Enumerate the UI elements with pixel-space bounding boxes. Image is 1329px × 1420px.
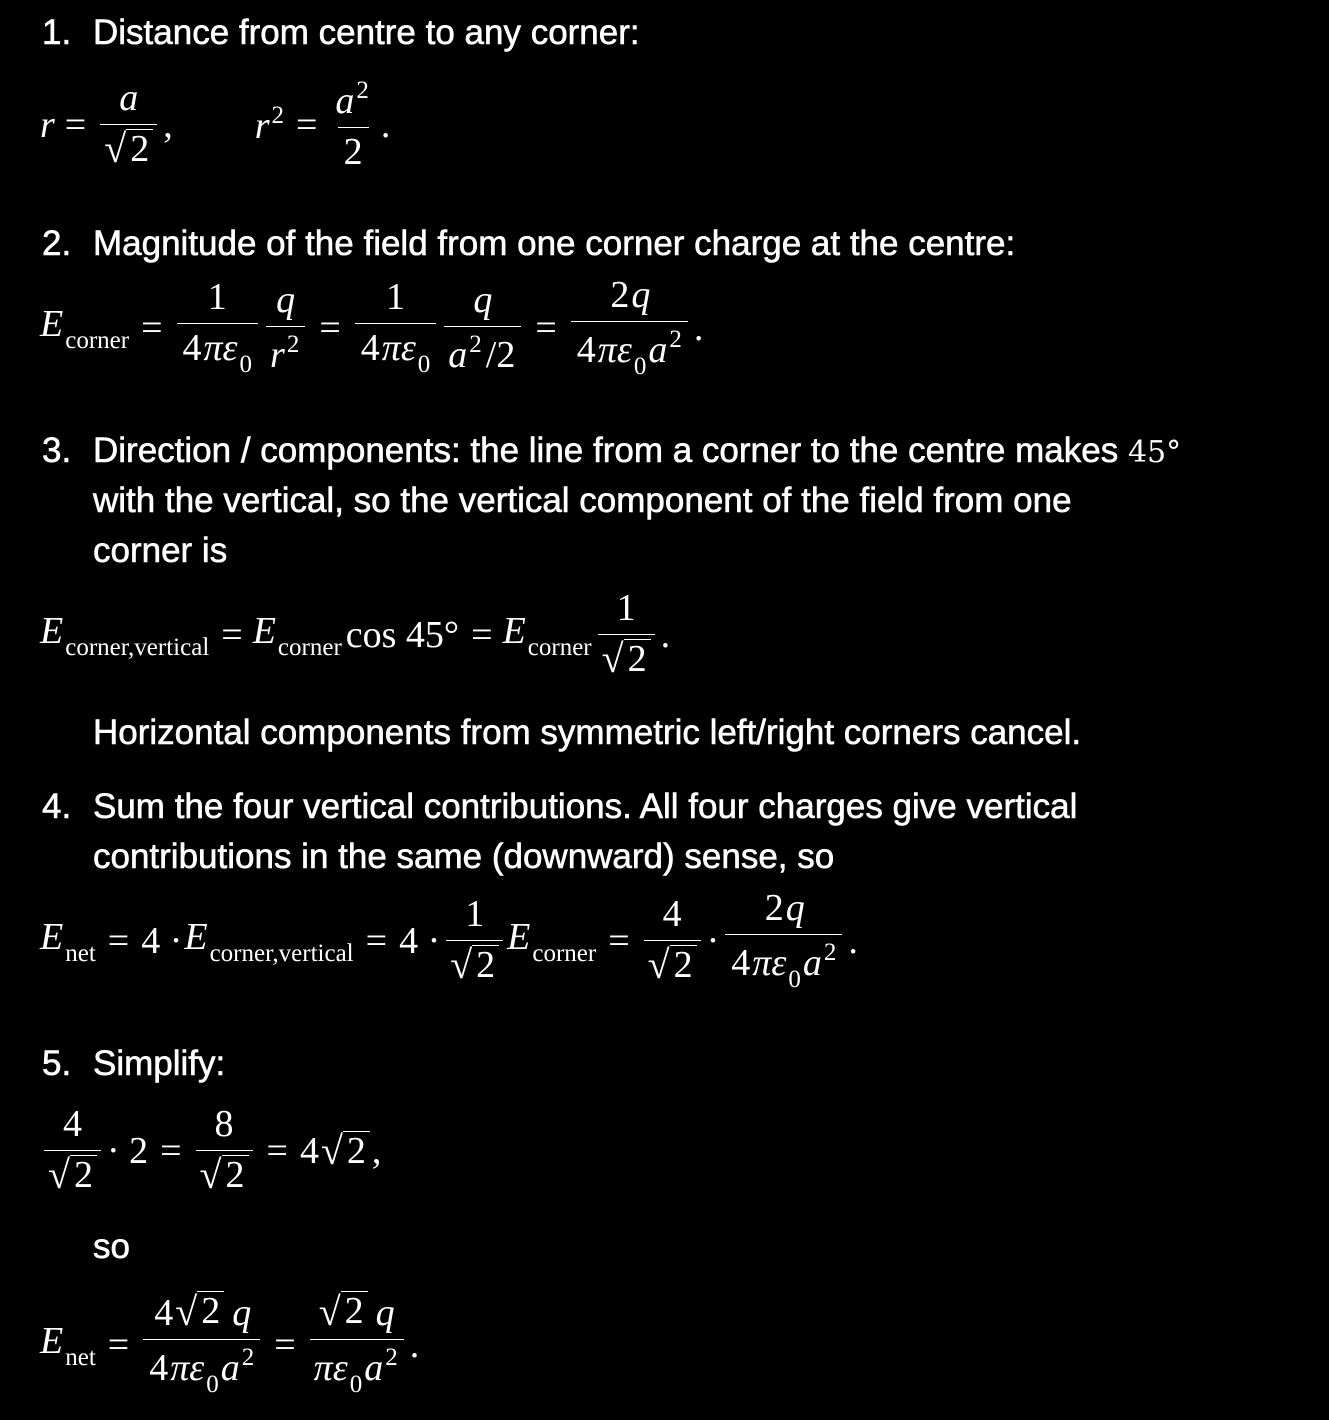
math-text: 4 · [399,920,441,962]
math-variable: π [597,329,617,372]
math-group [335,76,371,122]
math-sqrt [48,1152,97,1198]
math-text: 0 [206,1371,219,1399]
math-variable: ε [616,329,632,372]
math-numerator [657,894,688,940]
item-number: 4. [42,787,72,826]
math-fraction [331,77,375,174]
math-numerator [202,277,233,323]
math-denominator [355,323,437,379]
math-group [463,893,486,935]
math-subscripted [40,915,98,968]
item-text: Simplify: [93,1044,226,1083]
sqrt-radical-icon: √ [48,1152,70,1198]
math-operator: = [319,307,341,349]
math-text: . [848,920,858,962]
math-variable: π [381,327,401,370]
equation-simplify [40,1096,383,1206]
math-variable: q [375,1292,395,1335]
math-subscript [276,634,344,661]
math-text: . [693,307,704,349]
math-subscript [63,940,98,967]
item-text: Distance from centre to any corner: [93,13,640,52]
math-operator: = [535,307,557,349]
math-group [359,327,433,379]
item-number: 5. [42,1044,72,1083]
math-text: . [380,104,391,146]
math-group [72,1154,95,1196]
math-denominator [571,321,688,381]
math-text: 4 [149,1347,169,1390]
math-subscript [416,351,433,378]
math-radicand [222,1155,249,1196]
math-variable: π [203,327,223,370]
math-group [474,944,497,986]
math-variable: q [232,1292,252,1335]
math-superscripted [802,939,839,985]
math-text: 2 [130,127,150,170]
math-text: 4 [731,942,751,985]
math-group [199,1290,222,1332]
math-group [199,1152,249,1198]
math-text: 4 [299,1130,319,1172]
math-text: 1 [465,892,485,935]
math-superscript [667,326,684,353]
math-superscript [383,1344,400,1371]
math-fraction [444,280,521,377]
math-superscripted [220,1344,257,1390]
math-denominator [598,634,655,683]
sqrt-radical-icon: √ [104,126,127,172]
math-subscripted [616,329,648,381]
math-numerator [57,1104,88,1150]
math-operator: = [64,104,87,146]
item-text: corner is [93,531,228,570]
math-subscript [348,1371,365,1398]
math-fraction [196,1104,253,1198]
math-group [181,327,255,379]
math-text: 0 [239,351,253,379]
math-subscript [530,940,598,967]
math-fraction [266,280,305,377]
math-variable: r [254,105,270,147]
math-text: 2 [469,330,482,358]
math-denominator [338,127,369,174]
math-text: 2 [286,330,300,358]
math-text: corner,vertical [65,633,210,661]
math-fraction [446,894,503,988]
math-variable: ε [400,327,416,370]
math-text: 2 [764,887,784,930]
math-text: 2 [343,130,363,173]
math-variable: r [40,104,55,146]
math-denominator [446,940,503,989]
math-superscripted [335,76,371,122]
item-text: contributions in the same (downward) sense, so [93,837,835,876]
math-sqrt [320,1128,370,1174]
math-superscript [354,77,371,104]
math-subscripted [222,327,254,379]
math-fraction [310,1291,404,1398]
math-variable: E [184,915,208,958]
math-fraction [355,277,437,378]
math-operator: = [608,920,630,962]
math-operator: = [365,920,388,962]
math-text: net [65,939,96,967]
math-variable: r [270,333,285,376]
math-text: corner [527,633,592,661]
math-variable: π [170,1347,190,1390]
math-text: 0 [633,353,647,381]
equation-final-result [40,1290,421,1400]
math-superscripted [448,330,484,376]
math-sqrt [601,636,651,682]
math-sqrt [450,942,499,988]
math-group [48,1152,97,1198]
math-numerator [331,77,375,127]
math-text: 0 [417,351,431,379]
math-text: net [65,1343,96,1371]
math-variable: E [40,609,64,652]
math-variable: E [40,302,64,345]
math-sqrt [318,1289,368,1335]
equation-corner-distance [40,70,392,180]
item-text: Direction / components: the line from a corner to the centre makes [93,431,1119,470]
math-superscript [269,102,286,129]
equation-net-field [40,886,860,996]
math-subscript [63,327,131,354]
math-variable: π [752,942,772,985]
math-denominator [196,1150,253,1199]
math-text: 4 [360,327,380,370]
sqrt-radical-icon: √ [647,942,670,988]
math-variable: a [364,1347,384,1390]
math-group [575,326,684,381]
math-text: . [660,614,671,656]
math-subscript [208,940,356,967]
math-subscripted [503,609,594,662]
math-numerator [148,1291,255,1339]
math-superscript [467,331,484,358]
math-text: 4 [62,1102,82,1145]
math-numerator [611,588,642,634]
math-subscript [238,351,255,378]
math-text: 2 [201,1290,221,1333]
item-text: Magnitude of the field from one corner charge at the centre: [93,224,1016,263]
math-fraction [44,1104,101,1198]
math-subscript [786,966,803,993]
math-group [647,942,697,988]
math-text: 0 [788,966,801,994]
math-radicand [126,129,153,170]
so-text: so [93,1227,130,1266]
math-sqrt [175,1289,224,1335]
math-subscripted [40,1319,98,1372]
math-text: , [371,1130,382,1172]
math-variable: a [448,333,468,376]
math-superscript [285,331,302,358]
math-text: 2 [673,943,693,986]
math-subscript [526,634,594,661]
math-group [206,276,229,318]
math-superscripted [270,330,301,376]
math-text: 1 [386,276,406,319]
sqrt-radical-icon: √ [450,942,473,988]
math-text: 2 [271,102,284,129]
math-text: 4 [662,892,682,935]
math-variable: a [220,1347,240,1390]
item-text-line [93,426,1181,478]
math-numerator [380,277,411,323]
math-text: 2 [476,943,496,986]
math-numerator [272,280,299,326]
math-group [152,1289,252,1335]
math-operator: = [107,1324,130,1366]
math-subscripted [771,942,802,994]
horizontal-note: Horizontal components from symmetric left/right corners cancel. [93,713,1082,752]
math-fraction [571,275,688,380]
math-text: 4 · [141,920,183,962]
math-text: , [163,104,173,146]
math-numerator [459,894,490,940]
math-group [661,893,684,935]
math-text: corner [277,633,342,661]
math-text: corner [532,939,597,967]
math-subscripted [253,609,344,662]
math-operator: = [107,920,130,962]
math-text: 4 [182,327,202,370]
math-subscript [63,634,211,661]
math-group [615,587,638,629]
math-fraction [143,1291,260,1398]
math-text: cos 45° [345,614,460,656]
math-numerator [209,1104,240,1150]
math-numerator [115,78,142,124]
math-fraction [100,78,157,172]
math-denominator [266,326,305,377]
math-denominator [100,124,157,173]
math-fraction [644,894,701,988]
math-variable: E [40,1319,64,1362]
sqrt-radical-icon: √ [320,1128,343,1174]
math-radicand [670,945,697,986]
math-group [104,126,153,172]
math-text: 1 [207,276,227,319]
equation-vertical-component [40,580,672,690]
sqrt-radical-icon: √ [601,636,624,682]
math-group [450,942,499,988]
math-subscripted [40,609,211,662]
math-text: 2 [627,637,647,680]
math-group [147,1344,256,1399]
math-variable: q [276,278,296,321]
math-numerator [759,888,809,934]
math-variable: π [313,1347,333,1390]
math-operator: = [266,1130,288,1172]
math-text: 1 [616,586,636,629]
math-superscripted [255,102,286,148]
math-numerator [604,275,654,321]
math-radicand [624,639,651,680]
math-text: /2 [485,333,516,376]
math-group [276,279,295,321]
math-group [313,1344,400,1399]
math-denominator [444,326,521,377]
math-variable: ε [771,942,787,985]
math-denominator [177,323,259,379]
math-superscripted [364,1344,400,1390]
math-subscripted [184,915,355,968]
math-variable: a [335,79,355,122]
math-group [672,944,695,986]
math-group [224,1154,247,1196]
math-group [608,274,650,316]
math-text: 8 [214,1102,234,1145]
math-group [384,276,407,318]
math-fraction [598,588,655,682]
math-text: 4 [576,329,596,372]
math-fraction [725,888,842,993]
math-subscript [204,1371,221,1398]
sqrt-radical-icon: √ [318,1289,341,1335]
math-sqrt [104,126,153,172]
math-text: · 2 [106,1130,149,1172]
math-subscript [63,1344,98,1371]
math-group [343,1290,366,1332]
math-text: 2 [241,1344,255,1372]
math-group [270,330,301,376]
math-operator: = [160,1130,182,1172]
math-denominator [143,1339,260,1399]
math-text: . [409,1324,420,1366]
math-text: 2 [344,1290,364,1333]
math-superscript [240,1344,257,1371]
math-numerator [469,280,496,326]
math-superscript [822,939,839,966]
math-radicand [197,1291,224,1332]
math-sqrt [647,942,697,988]
item-text: with the vertical, so the vertical component of the field from one [93,481,1072,520]
math-subscripted [507,915,598,968]
math-radicand [343,1131,370,1172]
math-variable: E [502,609,526,652]
math-text: 2 [669,326,682,354]
equation-field-one-corner [40,273,705,383]
math-text: 0 [349,1371,363,1399]
math-denominator [310,1339,404,1399]
math-group [729,939,838,994]
math-text: · [706,920,720,962]
math-operator: = [274,1324,296,1366]
math-operator: = [295,104,318,146]
item-number: 2. [42,224,72,263]
math-variable: E [40,915,64,958]
math-operator: = [141,307,163,349]
math-text: 2 [823,939,837,967]
math-variable: E [507,915,531,958]
math-text: 2 [385,1344,398,1372]
sqrt-radical-icon: √ [199,1152,222,1198]
math-denominator [644,940,701,989]
math-variable: ε [222,327,238,370]
math-variable: a [119,76,139,119]
math-variable: a [802,942,822,985]
math-fraction [177,277,259,378]
item-number: 1. [42,13,72,52]
math-group [342,131,365,173]
math-text: corner,vertical [209,939,354,967]
math-operator: = [471,614,493,656]
math-subscript [632,353,649,380]
sqrt-radical-icon: √ [175,1289,198,1335]
math-text: 2 [225,1153,245,1196]
math-radicand [70,1155,97,1196]
math-group [119,77,138,119]
math-group [213,1103,236,1145]
math-group [345,1130,368,1172]
math-variable: q [785,887,805,930]
math-subscripted [400,327,432,379]
math-denominator [725,934,842,994]
math-group [318,1289,395,1335]
math-group [626,638,649,680]
item-number: 3. [42,431,72,470]
math-superscripted [648,326,684,372]
math-text: 4 [154,1292,174,1335]
math-group [128,128,151,170]
math-text: corner [65,326,130,354]
math-text: 2 [356,76,369,104]
math-subscripted [189,1347,220,1399]
math-variable: ε [332,1347,348,1390]
math-variable: a [648,329,668,372]
item-text: Sum the four vertical contributions. All four charges give vertical [93,787,1078,826]
math-subscripted [40,302,131,355]
math-sqrt [199,1152,249,1198]
math-text: 2 [346,1129,366,1172]
math-radicand [472,945,499,986]
math-variable: E [252,609,276,652]
math-radicand [341,1291,368,1332]
math-variable: q [473,278,493,321]
math-variable: q [631,274,651,317]
math-group [763,887,805,929]
math-variable: ε [189,1347,205,1390]
math-subscripted [332,1347,364,1399]
math-group [448,330,517,376]
math-group [601,636,651,682]
math-operator: = [221,614,243,656]
math-text: 2 [73,1153,93,1196]
math-group [473,279,492,321]
math-numerator [315,1291,399,1339]
math-denominator [44,1150,101,1199]
math-text: 2 [610,274,630,317]
math-group [61,1103,84,1145]
inline-math-angle: 45° [1127,435,1182,470]
